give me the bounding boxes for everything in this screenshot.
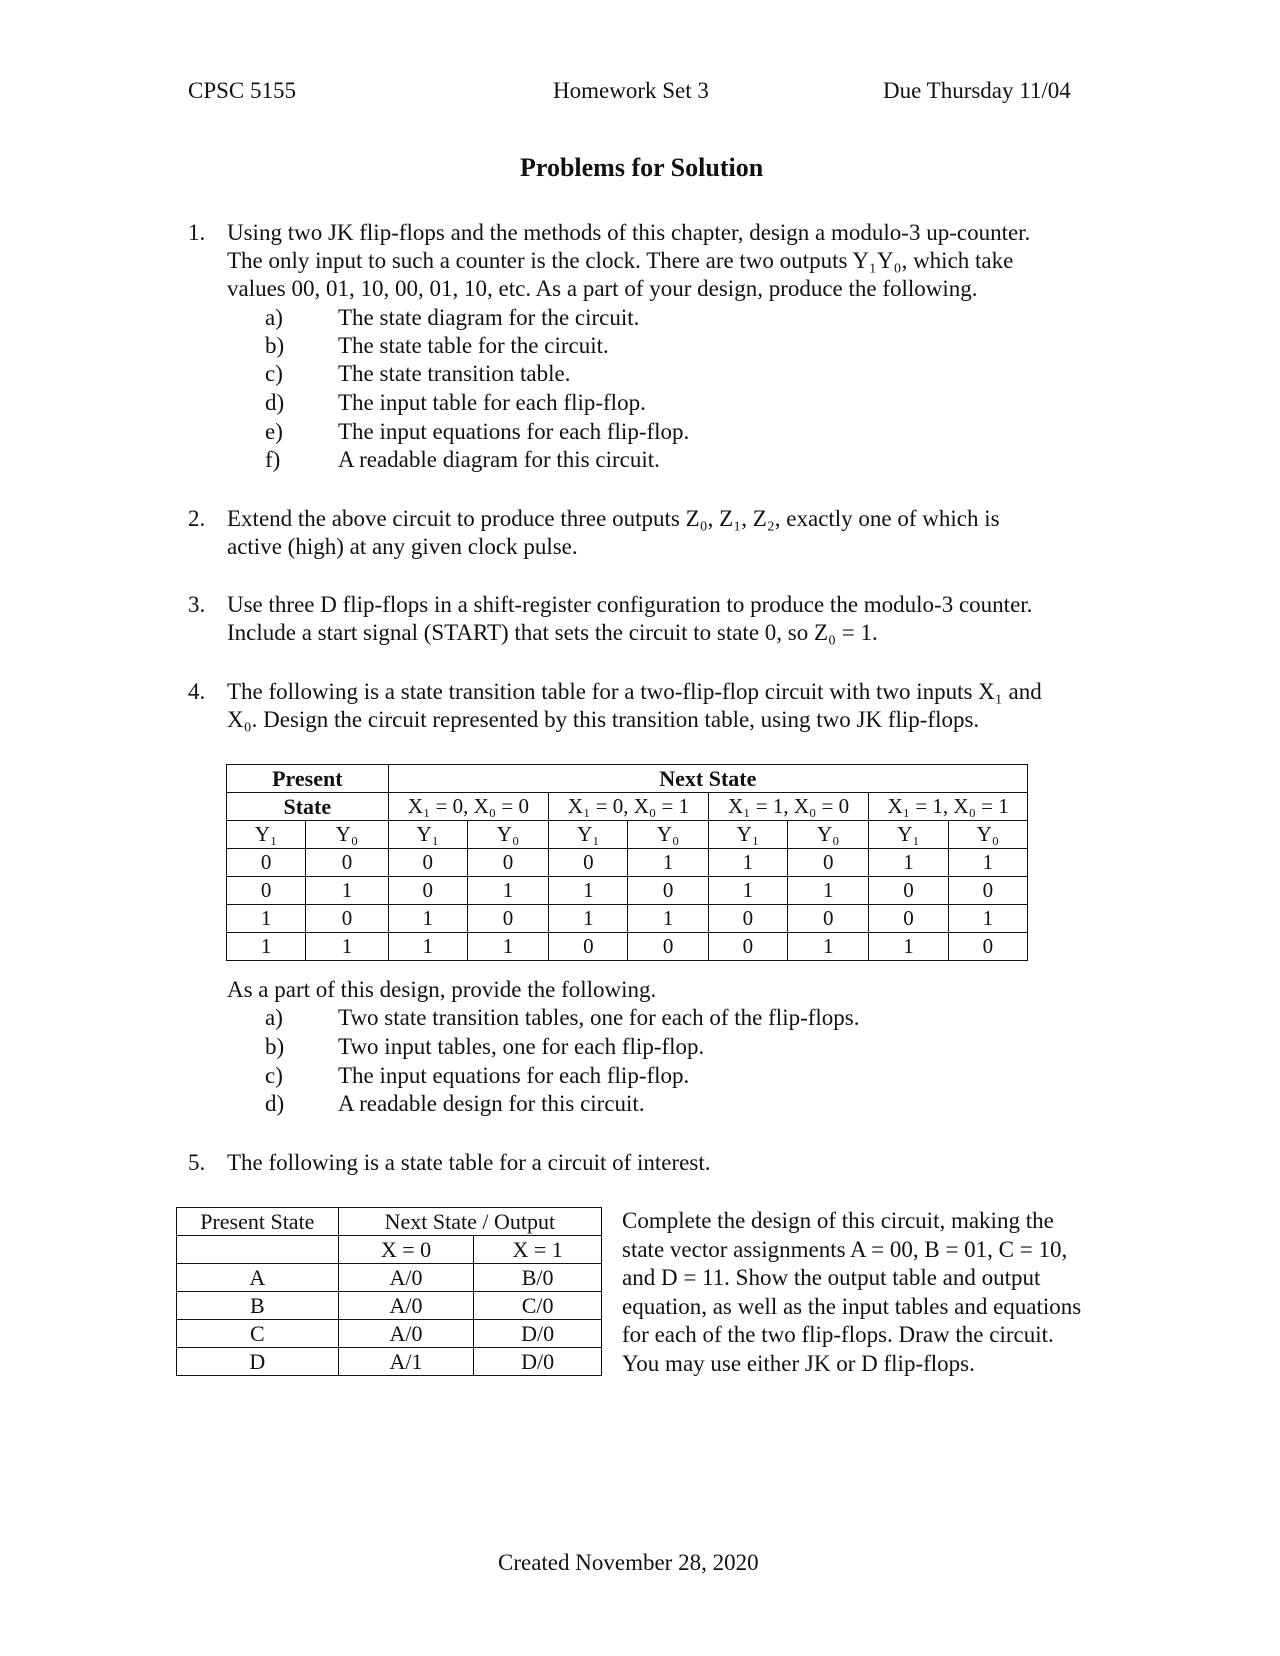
table-cell: 1 [628, 849, 708, 877]
table-cell: 0 [549, 933, 628, 961]
table-cell: 1 [948, 905, 1027, 933]
problem-4-line: The following is a state transition table for a two-flip-flop circuit with two inputs X₁ and [227, 679, 1042, 704]
problem-4-item-letter: d) [265, 1091, 285, 1116]
problem-5-side-line: state vector assignments A = 00, B = 01, C = 10, [622, 1237, 1068, 1262]
problem-1-item-text: The input equations for each flip-flop. [338, 419, 690, 444]
problem-1-item-letter: f) [265, 447, 281, 472]
table-cell: 1 [628, 905, 708, 933]
table-row [177, 1320, 602, 1348]
table-cell: 1 [788, 933, 869, 961]
input-header: X₁ = 1, X₀ = 1 [869, 793, 1028, 821]
table-cell: 1 [549, 905, 628, 933]
table-cell: 0 [227, 877, 306, 905]
table-cell: 1 [227, 933, 306, 961]
problem-3-line: Include a start signal (START) that sets the circuit to state 0, so Z₀ = 1. [227, 620, 878, 645]
table-cell: A/1 [338, 1348, 474, 1376]
problem-1-item-text: A readable diagram for this circuit. [338, 447, 660, 472]
problem-4-item-letter: c) [265, 1063, 283, 1088]
input-header: X₁ = 0, X₀ = 0 [388, 793, 549, 821]
column-header: Y₀ [306, 821, 388, 849]
present-header: Present [227, 765, 389, 793]
empty-cell [177, 1236, 339, 1264]
input-header: X₁ = 1, X₀ = 0 [708, 793, 869, 821]
table-cell: C [177, 1320, 339, 1348]
problem-1-line: The only input to such a counter is the clock. There are two outputs Y₁Y₀, which take [227, 248, 1014, 273]
problem-5-side-line: for each of the two flip-flops. Draw the circuit. [622, 1322, 1054, 1347]
state-transition-table [226, 764, 1028, 961]
table-cell: D [177, 1348, 339, 1376]
problem-1-item-letter: b) [265, 333, 285, 358]
problem-1-line: values 00, 01, 10, 00, 01, 10, etc. As a part of your design, produce the following. [227, 276, 978, 301]
table-cell: 1 [306, 877, 388, 905]
table-cell: B [177, 1292, 339, 1320]
table-cell: D/0 [474, 1320, 602, 1348]
problem-2-number: 2. [188, 506, 206, 531]
table-cell: 1 [708, 877, 787, 905]
table-cell: 0 [869, 905, 948, 933]
table-cell: 1 [388, 905, 467, 933]
table-row [177, 1348, 602, 1376]
table-cell: D/0 [474, 1348, 602, 1376]
problem-1-item-letter: e) [265, 419, 283, 444]
problem-4-after: As a part of this design, provide the following. [227, 977, 657, 1002]
page-title: Problems for Solution [520, 153, 764, 182]
state-header: State [227, 793, 389, 821]
problem-1-item-text: The input table for each flip-flop. [338, 390, 646, 415]
input-header: X = 1 [474, 1236, 602, 1264]
table-cell: 0 [467, 849, 548, 877]
table-cell: 0 [628, 877, 708, 905]
table-cell: 0 [948, 933, 1027, 961]
problem-4-item-text: The input equations for each flip-flop. [338, 1063, 690, 1088]
column-header: Y₀ [948, 821, 1027, 849]
table-cell: 1 [869, 933, 948, 961]
table-cell: 0 [628, 933, 708, 961]
table-cell: 1 [227, 905, 306, 933]
table-cell: 1 [306, 933, 388, 961]
table-cell: 1 [708, 849, 787, 877]
problem-1-item-letter: d) [265, 390, 285, 415]
table-cell: 0 [788, 849, 869, 877]
table-cell: A [177, 1264, 339, 1292]
table-cell: 0 [708, 933, 787, 961]
problem-4-item-letter: a) [265, 1005, 283, 1030]
column-header: Y₀ [467, 821, 548, 849]
problem-5-number: 5. [188, 1150, 206, 1175]
table-cell: 1 [788, 877, 869, 905]
column-header: Y₁ [388, 821, 467, 849]
problem-1-item-letter: a) [265, 305, 283, 330]
table-cell: 1 [948, 849, 1027, 877]
table-cell: 0 [788, 905, 869, 933]
table-row [177, 1292, 602, 1320]
problem-1-item-text: The state table for the circuit. [338, 333, 609, 358]
table-cell: 0 [869, 877, 948, 905]
problem-3-line: Use three D flip-flops in a shift-register configuration to produce the modulo-3 counter. [227, 592, 1033, 617]
table-cell: 0 [388, 877, 467, 905]
table-cell: 1 [467, 877, 548, 905]
problem-4-item-letter: b) [265, 1034, 285, 1059]
table-cell: 0 [948, 877, 1027, 905]
problem-1-number: 1. [188, 220, 206, 245]
problem-5-line: The following is a state table for a circuit of interest. [227, 1150, 711, 1175]
table-row [227, 877, 1028, 905]
table-cell: 0 [467, 905, 548, 933]
input-header: X₁ = 0, X₀ = 1 [549, 793, 709, 821]
table-cell: B/0 [474, 1264, 602, 1292]
problem-4-item-text: Two state transition tables, one for each of the flip-flops. [338, 1005, 860, 1030]
problem-5-side-line: equation, as well as the input tables and equations [622, 1294, 1082, 1319]
table-cell: A/0 [338, 1292, 474, 1320]
table-cell: C/0 [474, 1292, 602, 1320]
due-date: Due Thursday 11/04 [883, 78, 1071, 103]
problem-1-item-text: The state diagram for the circuit. [338, 305, 640, 330]
table-row [177, 1264, 602, 1292]
table-row [227, 905, 1028, 933]
table-cell: A/0 [338, 1320, 474, 1348]
problem-4-line: X₀. Design the circuit represented by this transition table, using two JK flip-flops. [227, 707, 980, 732]
problem-1-line: Using two JK flip-flops and the methods of this chapter, design a modulo-3 up-counter. [227, 220, 1031, 245]
problem-4-item-text: A readable design for this circuit. [338, 1091, 645, 1116]
table-cell: 1 [467, 933, 548, 961]
problem-4-item-text: Two input tables, one for each flip-flop. [338, 1034, 705, 1059]
problem-2-line: Extend the above circuit to produce three outputs Z₀, Z₁, Z₂, exactly one of which is [227, 506, 1000, 531]
problem-4-number: 4. [188, 679, 206, 704]
present-state-header: Present State [177, 1208, 339, 1236]
table-row [227, 933, 1028, 961]
problem-1-item-text: The state transition table. [338, 361, 571, 386]
problem-1-item-letter: c) [265, 361, 283, 386]
column-header: Y₁ [549, 821, 628, 849]
table-cell: 0 [388, 849, 467, 877]
table-cell: 1 [388, 933, 467, 961]
table-cell: 0 [306, 849, 388, 877]
problem-2-line: active (high) at any given clock pulse. [227, 534, 578, 559]
table-cell: 1 [549, 877, 628, 905]
column-header: Y₀ [628, 821, 708, 849]
column-header: Y₀ [788, 821, 869, 849]
table-cell: 0 [549, 849, 628, 877]
table-row [227, 849, 1028, 877]
table-cell: 1 [869, 849, 948, 877]
table-cell: 0 [227, 849, 306, 877]
problem-3-number: 3. [188, 592, 206, 617]
input-header: X = 0 [338, 1236, 474, 1264]
state-table [176, 1207, 602, 1376]
column-header: Y₁ [869, 821, 948, 849]
table-cell: 0 [708, 905, 787, 933]
problem-5-side-line: You may use either JK or D flip-flops. [622, 1351, 975, 1376]
next-output-header: Next State / Output [338, 1208, 601, 1236]
table-cell: A/0 [338, 1264, 474, 1292]
next-state-header: Next State [388, 765, 1027, 793]
column-header: Y₁ [227, 821, 306, 849]
column-header: Y₁ [708, 821, 787, 849]
problem-5-side-line: and D = 11. Show the output table and output [622, 1265, 1041, 1290]
homework-set: Homework Set 3 [553, 78, 709, 103]
table-cell: 0 [306, 905, 388, 933]
problem-5-side-line: Complete the design of this circuit, making the [622, 1208, 1054, 1233]
course-code: CPSC 5155 [188, 78, 297, 103]
footer-created: Created November 28, 2020 [498, 1550, 759, 1575]
